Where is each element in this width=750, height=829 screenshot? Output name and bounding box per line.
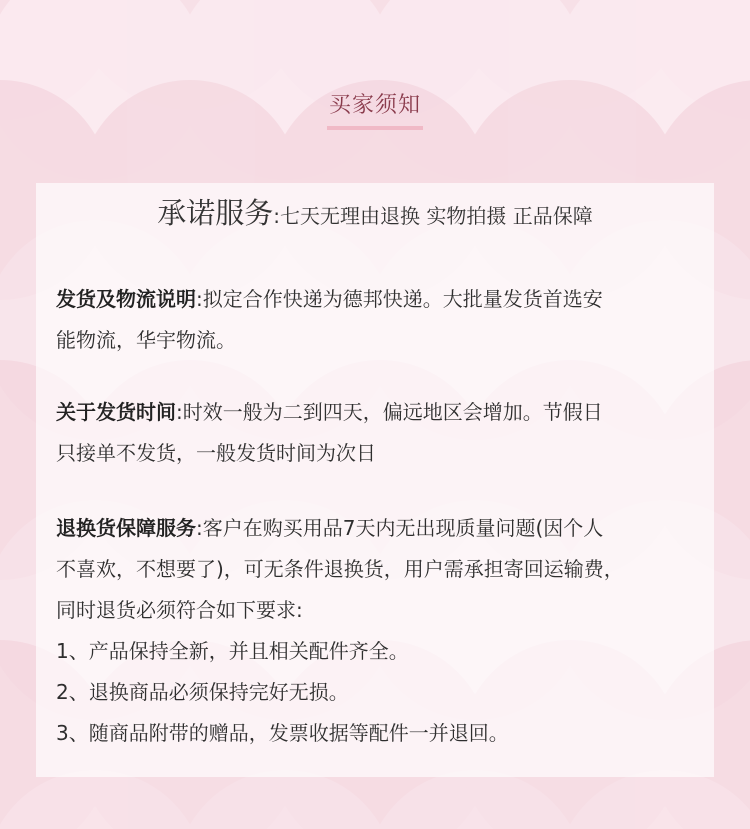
promise-row xyxy=(0,193,750,238)
shipping-section xyxy=(56,279,716,361)
delivery-time-line-1 xyxy=(56,392,716,433)
shipping-text-1: :拟定合作快递为德邦快递。大批量发货首选安 xyxy=(196,287,603,311)
promise-text: :七天无理由退换 实物拍摄 正品保障 xyxy=(273,204,593,228)
shipping-label: 发货及物流说明 xyxy=(56,287,196,311)
return-requirement-item: 3、随商品附带的赠品，发票收据等配件一并退回。 xyxy=(56,721,509,745)
return-line-2: 不喜欢，不想要了)，可无条件退换货，用户需承担寄回运输费， xyxy=(56,557,624,581)
return-label: 退换货保障服务 xyxy=(56,516,196,540)
delivery-time-section xyxy=(56,392,716,474)
return-line-1 xyxy=(56,508,716,549)
delivery-time-label: 关于发货时间 xyxy=(56,400,176,424)
return-service-section xyxy=(56,508,716,754)
title-wrap xyxy=(0,92,750,130)
promise-label: 承诺服务 xyxy=(157,196,274,230)
return-requirement-item: 1、产品保持全新，并且相关配件齐全。 xyxy=(56,639,409,663)
return-requirement-item: 2、退换商品必须保持完好无损。 xyxy=(56,680,349,704)
delivery-time-text-1: :时效一般为二到四天，偏远地区会增加。节假日 xyxy=(176,400,603,424)
shipping-line-1 xyxy=(56,279,716,320)
page-title: 买家须知 xyxy=(327,92,423,130)
return-line-3: 同时退货必须符合如下要求: xyxy=(56,598,303,622)
shipping-line-2: 能物流，华宇物流。 xyxy=(56,328,236,352)
delivery-time-line-2: 只接单不发货，一般发货时间为次日 xyxy=(56,441,376,465)
return-text-1: :客户在购买用品7天内无出现质量问题(因个人 xyxy=(196,516,604,540)
